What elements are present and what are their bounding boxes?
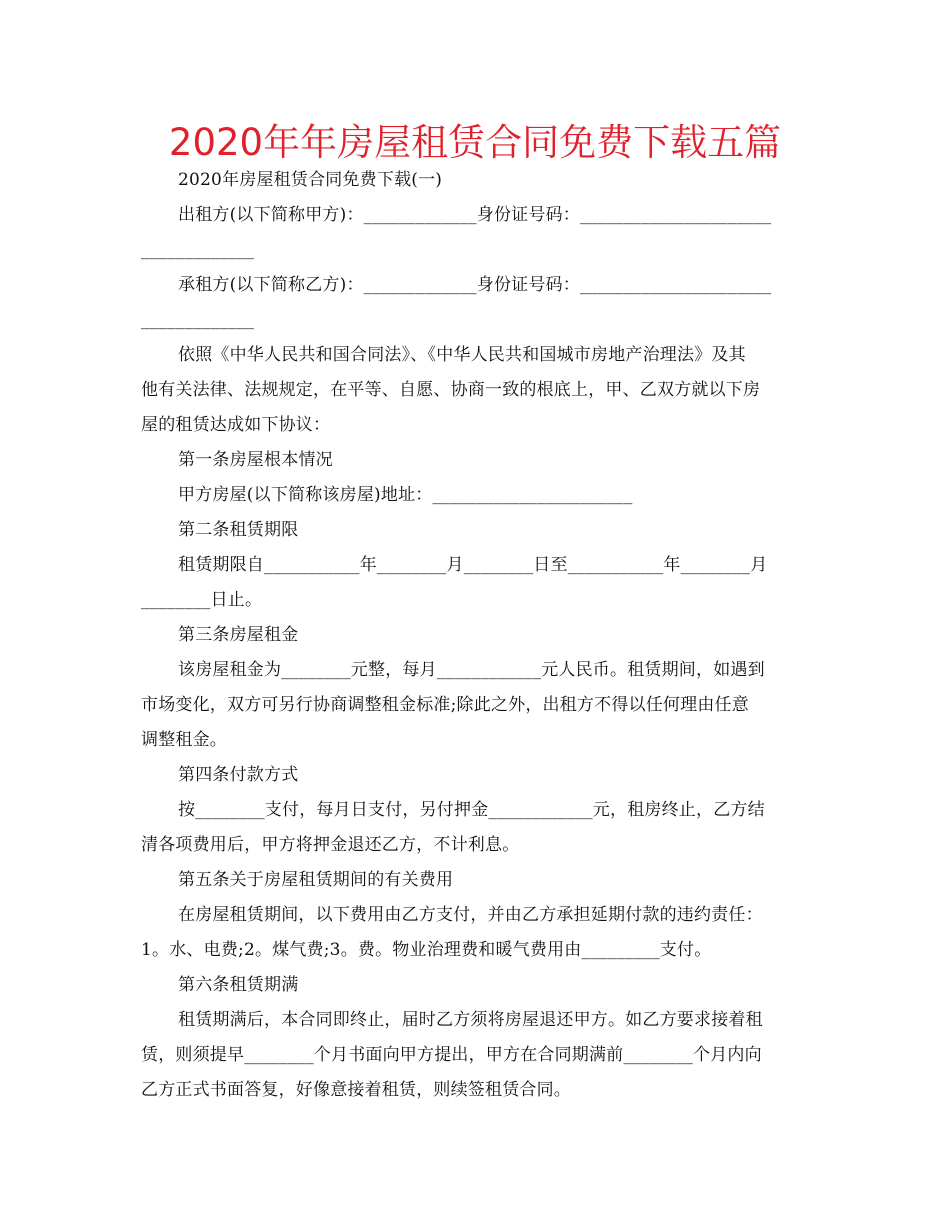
preamble-line-3: 屋的租赁达成如下协议：	[141, 415, 331, 435]
article-3-line-1: 该房屋租金为________元整，每月____________元人民币。租赁期间，如遇到	[178, 660, 765, 680]
lessor-line: 出租方(以下简称甲方)：_____________身份证号码：______________________	[178, 205, 772, 225]
article-6-line-2: 赁，则须提早________个月书面向甲方提出，甲方在合同期满前________个月内向	[141, 1045, 762, 1065]
article-4-heading: 第四条付款方式	[178, 765, 299, 785]
lessor-line-cont: _____________	[141, 240, 255, 260]
article-2-line-2: ________日止。	[141, 590, 263, 610]
article-1-address: 甲方房屋(以下简称该房屋)地址：_______________________	[178, 485, 633, 505]
article-6-line-3: 乙方正式书面答复，好像意接着租赁，则续签租赁合同。	[141, 1080, 571, 1100]
article-5-line-1: 在房屋租赁期间，以下费用由乙方支付，并由乙方承担延期付款的违约责任：	[178, 905, 763, 925]
lessee-line-cont: _____________	[141, 310, 255, 330]
subtitle-line: 2020年房屋租赁合同免费下载(一)	[178, 170, 443, 190]
article-4-line-2: 清各项费用后，甲方将押金退还乙方，不计利息。	[141, 835, 520, 855]
preamble-line-1: 依照《中华人民共和国合同法》、《中华人民共和国城市房地产治理法》及其	[178, 345, 746, 365]
article-2-line-1: 租赁期限自___________年________月________日至___________年________月	[178, 555, 768, 575]
document-title: 2020年年房屋租赁合同免费下载五篇	[168, 121, 782, 164]
article-4-line-1: 按________支付，每月日支付，另付押金____________元，租房终止，乙方结	[178, 800, 765, 820]
article-1-heading: 第一条房屋根本情况	[178, 450, 333, 470]
preamble-line-2: 他有关法律、法规规定，在平等、自愿、协商一致的根底上，甲、乙双方就以下房	[141, 380, 761, 400]
article-5-line-2: 1。水、电费;2。煤气费;3。费。物业治理费和暖气费用由_________支付。	[141, 940, 712, 960]
article-3-line-3: 调整租金。	[141, 730, 227, 750]
article-5-heading: 第五条关于房屋租赁期间的有关费用	[178, 870, 454, 890]
article-3-line-2: 市场变化，双方可另行协商调整租金标准;除此之外，出租方不得以任何理由任意	[141, 695, 749, 715]
article-2-heading: 第二条租赁期限	[178, 520, 299, 540]
lessee-line: 承租方(以下简称乙方)：_____________身份证号码：______________________	[178, 275, 772, 295]
article-6-line-1: 租赁期满后，本合同即终止，届时乙方须将房屋退还甲方。如乙方要求接着租	[178, 1010, 763, 1030]
article-3-heading: 第三条房屋租金	[178, 625, 299, 645]
article-6-heading: 第六条租赁期满	[178, 975, 299, 995]
